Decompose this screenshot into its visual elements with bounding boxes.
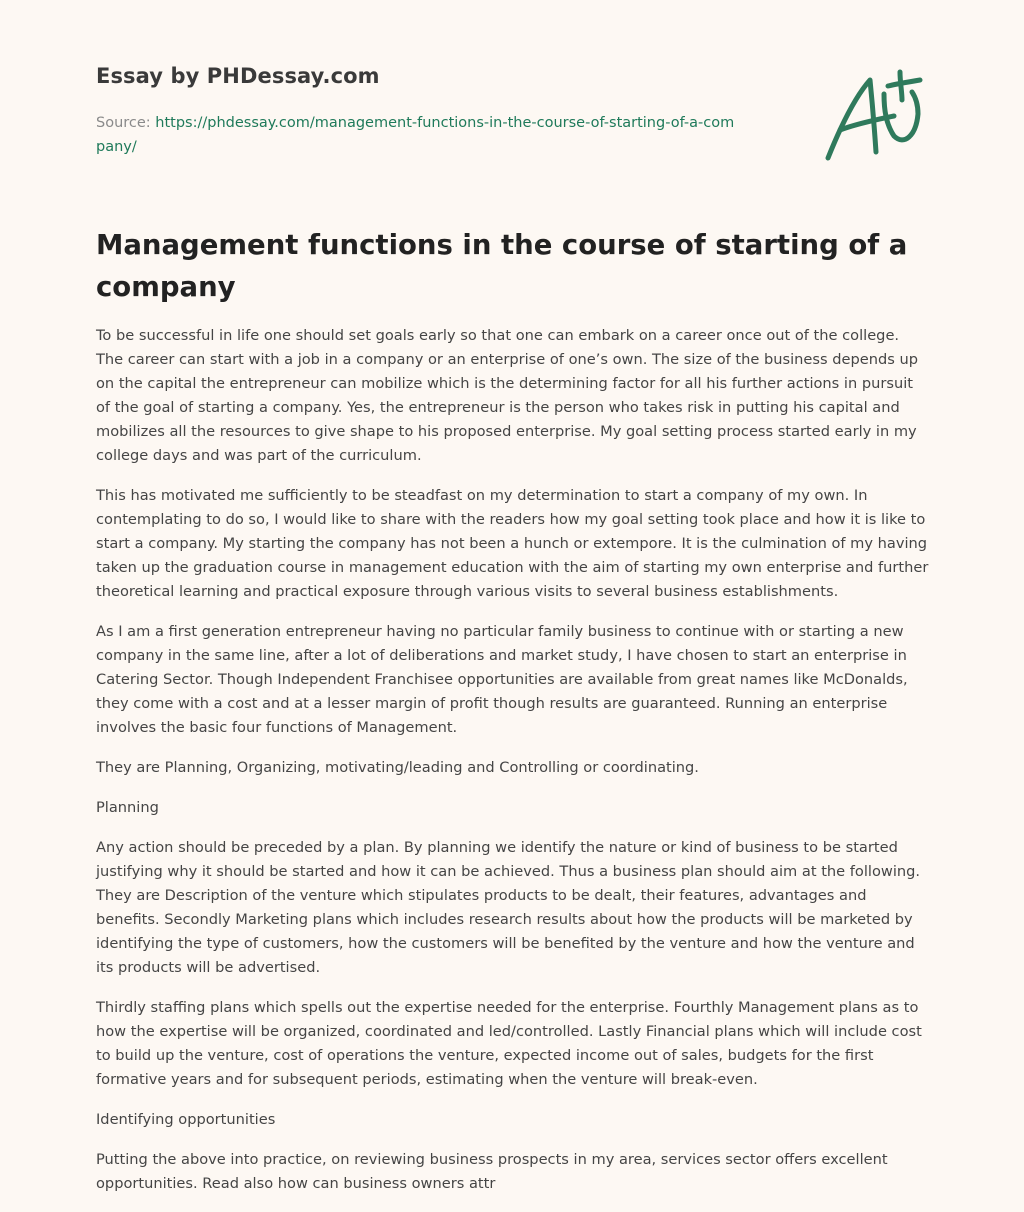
a-plus-grade-icon [816, 66, 928, 166]
paragraph: Thirdly staffing plans which spells out the expertise needed for the enterprise. Fourthly Management plans as to how the expertise will be organized, coordinated and led/controlled. Lastly Financial plans which will include cost to build up the venture, cost of operations the venture, expected income out of sales, budgets for the first formative years and for subsequent periods, estimating when the venture will break-even. [96, 999, 922, 1088]
section-heading-identifying-opportunities: Identifying opportunities [96, 1111, 276, 1128]
site-brand: Essay by PHDessay.com [96, 64, 380, 88]
paragraph: This has motivated me sufficiently to be steadfast on my determination to start a company of my own. In contemplating to do so, I would like to share with the readers how my goal setting took place and how it is like to start a company. My starting the company has not been a hunch or extempore. It is the culmination of my having taken up the graduation course in management education with the aim of starting my own enterprise and further theoretical learning and practical exposure through various visits to several business establishments. [96, 487, 929, 600]
paragraph: As I am a first generation entrepreneur having no particular family business to continue with or starting a new company in the same line, after a lot of deliberations and market study, I have chosen to start an enterprise in Catering Sector. Though Independent Franchisee opportunities are available from great names like McDonalds, they come with a cost and at a lesser margin of profit though results are guaranteed. Running an enterprise involves the basic four functions of Management. [96, 623, 908, 736]
section-heading-planning: Planning [96, 799, 159, 816]
paragraph: They are Planning, Organizing, motivating/leading and Controlling or coordinating. [96, 759, 699, 776]
source-line [96, 111, 736, 159]
essay-body [96, 324, 930, 1212]
paragraph: Any action should be preceded by a plan. By planning we identify the nature or kind of business to be started justifying why it should be started and how it can be achieved. Thus a business plan should aim at the following. They are Description of the venture which stipulates products to be dealt, their features, advantages and benefits. Secondly Marketing plans which includes research results about how the products will be marketed by identifying the type of customers, how the customers will be benefited by the venture and how the venture and its products will be advertised. [96, 839, 921, 976]
paragraph: To be successful in life one should set goals early so that one can embark on a career once out of the college. The career can start with a job in a company or an enterprise of one’s own. The size of the business depends up on the capital the entrepreneur can mobilize which is the determining factor for all his further actions in pursuit of the goal of starting a company. Yes, the entrepreneur is the person who takes risk in putting his capital and mobilizes all the resources to give shape to his proposed enterprise. My goal setting process started early in my college days and was part of the curriculum. [96, 327, 919, 464]
essay-title: Management functions in the course of starting of a company [96, 229, 908, 303]
source-label: Source: [96, 115, 151, 131]
paragraph: Putting the above into practice, on reviewing business prospects in my area, services sector offers excellent opportunities. Read also how can business owners attr [96, 1151, 888, 1192]
source-link[interactable]: https://phdessay.com/management-functions-in-the-course-of-starting-of-a-company/ [96, 115, 735, 155]
